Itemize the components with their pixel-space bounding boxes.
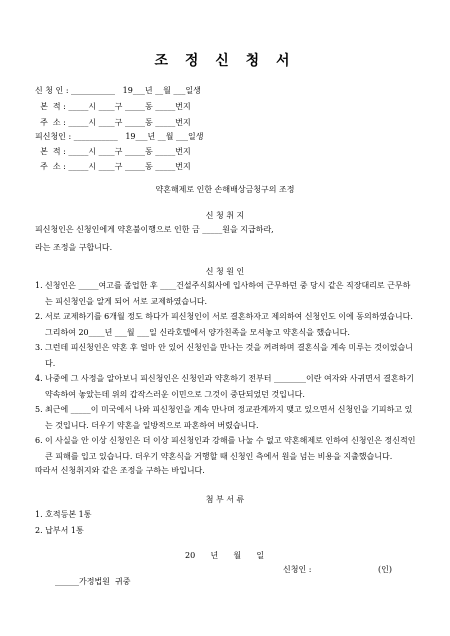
cause-item	[35, 278, 418, 309]
cause-heading: 신 청 원 인	[205, 267, 245, 276]
respondent-domicile-line: 본 적 : _____시 ____구 _____동 _____번지	[35, 147, 191, 156]
cause-number: 5.	[35, 405, 43, 414]
applicant-signature-label: 신청인 :	[283, 565, 312, 574]
cause-text: 신청인은 _____여고를 졸업한 후 ____건설주식회사에 입사하여 근무하던 중 당시 같은 직장대리로 근무하는 피신청인을 알게 되어 서로 교제하였습니다.	[45, 281, 411, 306]
cause-list	[35, 278, 418, 464]
cause-number: 1.	[35, 281, 43, 290]
date-line: 20 년 월 일	[185, 551, 265, 560]
purpose-heading: 신 청 취 지	[205, 211, 245, 220]
document-title: 조 정 신 청 서	[154, 53, 296, 69]
cause-item	[35, 340, 418, 371]
cause-item	[35, 433, 418, 464]
cause-text: 나중에 그 사정을 알아보니 피신청인은 신청인과 약혼하기 전부터 ________이란 여자와 사귀면서 결혼하기 약속하여 놓았는데 위의 갑작스러운 이민으로 그것이 중단되었던 것입니다.	[45, 374, 415, 399]
attachments-heading: 첨 부 서 류	[205, 495, 245, 504]
applicant-address-line: 주 소 : _____시 ____구 _____동 _____번지	[35, 118, 191, 127]
cause-number: 3.	[35, 343, 43, 352]
cause-item	[35, 402, 418, 433]
cause-number: 2.	[35, 312, 43, 321]
seal-mark: (인)	[378, 565, 392, 574]
respondent-address-line: 주 소 : _____시 ____구 _____동 _____번지	[35, 162, 191, 171]
applicant-domicile-line: 본 적 : _____시 ____구 _____동 _____번지	[35, 102, 191, 111]
applicant-name-line: 신 청 인 : ___________ 19___년 __월 ___일생	[35, 86, 201, 95]
attachment-item: 1. 호적등본 1통	[35, 510, 92, 519]
respondent-name-line: 피신청인 : ___________ 19___년 __월 ___일생	[35, 132, 204, 141]
conclusion-text: 따라서 신청취지와 같은 조정을 구하는 바입니다.	[35, 466, 205, 475]
purpose-text: 피신청인은 신청인에게 약혼불이행으로 인한 금 _____원을 지급하라,	[35, 225, 274, 234]
cause-text: 최근에 _____이 미국에서 나와 피신청인을 계속 만나며 정교관계까지 맺고 있으면서 신청인을 기피하고 있는 것입니다. 더우기 약혼을 일방적으로 파혼하여 버렸습니다.	[45, 405, 413, 430]
cause-text: 서로 교제하기를 6개월 정도 하다가 피신청인이 서로 결혼하자고 제의하여 신청인도 이에 동의하였습니다. 그리하여 20____년 ___월 ___일 신라호텔에서 양가친족을 모셔놓고 약혼식을 했습니다.	[45, 312, 413, 337]
court-line: ______가정법원 귀중	[55, 577, 131, 586]
cause-item	[35, 371, 418, 402]
cause-number: 4.	[35, 374, 43, 383]
cause-number: 6.	[35, 436, 43, 445]
cause-text: 그런데 피신청인은 약혼 후 얼마 안 있어 신청인을 만나는 것을 꺼려하며 결혼식을 계속 미루는 것이었습니다.	[45, 343, 413, 368]
purpose-text-2: 라는 조정을 구합니다.	[35, 243, 113, 252]
subject-line: 약혼해제로 인한 손해배상금청구의 조정	[155, 185, 295, 194]
cause-item	[35, 309, 418, 340]
cause-text: 이 사실을 안 이상 신청인은 더 이상 피신청인과 강해를 나눌 수 없고 약혼해제로 인하여 신청인은 정신적인 큰 피해를 입고 있습니다. 더우기 약혼식을 거행할 때 신청인 측에서 원을 넘는 비용을 지출했습니다.	[45, 436, 416, 461]
attachment-item: 2. 납부서 1통	[35, 526, 84, 535]
